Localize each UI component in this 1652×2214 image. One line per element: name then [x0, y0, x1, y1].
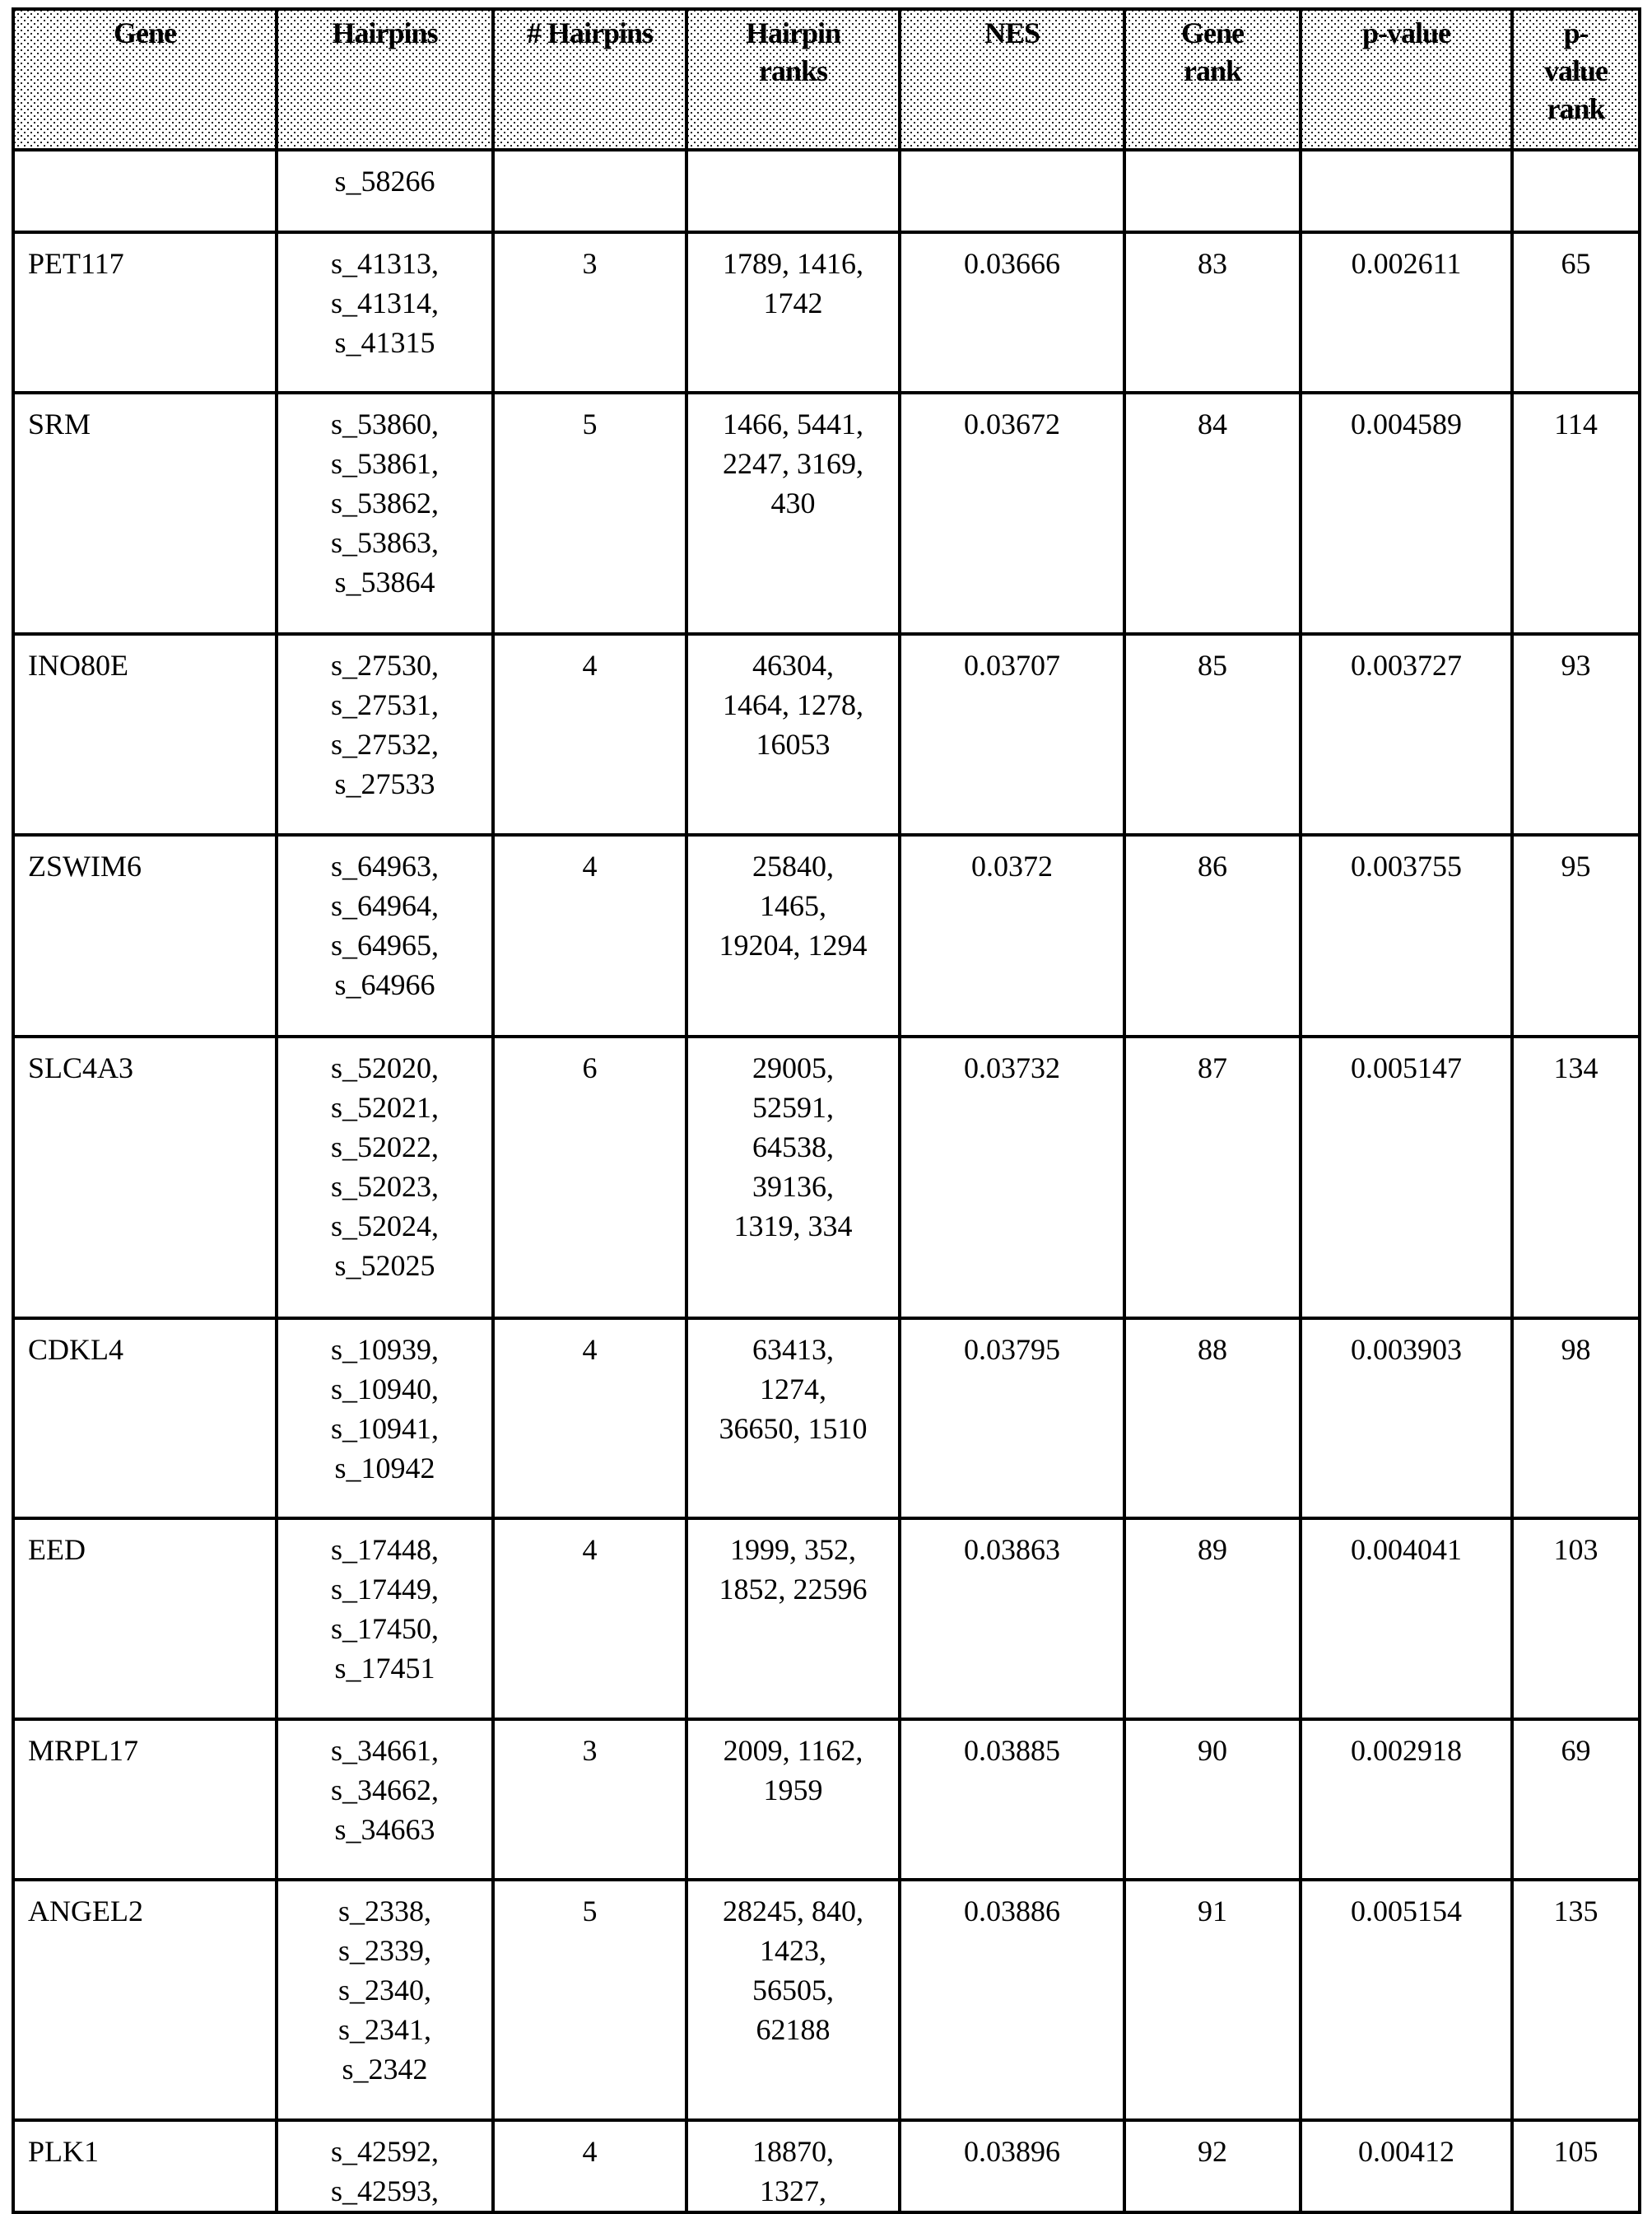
- hairpins-cell: [277, 1719, 493, 1880]
- num-hairpins-cell: 3: [493, 1719, 686, 1880]
- hairpin-ranks-cell-line: 2247, 3169,: [723, 447, 863, 480]
- nes-cell: [900, 150, 1124, 232]
- hairpins-cell: [277, 150, 493, 232]
- hairpin-ranks-cell-line: 56505,: [752, 1974, 834, 2007]
- header-gene-rank: [1124, 9, 1301, 150]
- hairpin-ranks-cell: [686, 1719, 900, 1880]
- hairpins-cell-line: s_2340,: [337, 1974, 431, 2007]
- hairpins-cell: [277, 393, 493, 634]
- hairpin-ranks-cell-line: 16053: [756, 728, 831, 761]
- gene-cell: SRM: [13, 393, 277, 634]
- gene-rank-cell: 89: [1124, 1518, 1301, 1719]
- hairpin-ranks-cell-line: 28245, 840,: [723, 1895, 863, 1927]
- hairpins-cell-line: s_53863,: [330, 526, 439, 559]
- hairpin-ranks-cell-line: 1852, 22596: [719, 1573, 868, 1606]
- hairpin-ranks-cell-line: 29005,: [752, 1051, 834, 1084]
- gene-cell: ANGEL2: [13, 1880, 277, 2120]
- p-value-cell: 0.004041: [1301, 1518, 1512, 1719]
- hairpins-cell-line: s_64966: [334, 968, 435, 1001]
- hairpins-cell-line: s_2341,: [337, 2013, 431, 2046]
- p-value-cell: 0.004589: [1301, 393, 1512, 634]
- gene-cell: ZSWIM6: [13, 835, 277, 1037]
- p-value-cell: 0.003755: [1301, 835, 1512, 1037]
- gene-rank-cell: 88: [1124, 1318, 1301, 1518]
- hairpin-ranks-cell: [686, 2120, 900, 2212]
- hairpin-ranks-cell-line: 63413,: [752, 1333, 834, 1366]
- hairpins-cell-line: s_52023,: [330, 1170, 439, 1203]
- hairpin-ranks-cell: [686, 1318, 900, 1518]
- hairpins-cell-line: s_34662,: [330, 1774, 439, 1806]
- table-body: [13, 150, 1640, 2212]
- gene-cell: PET117: [13, 232, 277, 393]
- gene-cell: EED: [13, 1518, 277, 1719]
- header-hairpins: [277, 9, 493, 150]
- hairpins-cell: [277, 634, 493, 835]
- hairpins-cell-line: s_53864: [334, 566, 435, 599]
- hairpins-cell-line: s_34663: [334, 1813, 435, 1846]
- hairpins-cell-line: s_41314,: [330, 287, 439, 319]
- p-value-cell: 0.003727: [1301, 634, 1512, 835]
- header-gene: [13, 9, 277, 150]
- header-label-line: rank: [1547, 92, 1605, 125]
- hairpin-ranks-cell-line: 1959: [763, 1774, 823, 1806]
- hairpins-cell-line: s_10940,: [330, 1373, 439, 1405]
- table-row: [13, 1318, 1640, 1518]
- gene-cell: MRPL17: [13, 1719, 277, 1880]
- hairpin-ranks-cell-line: 39136,: [752, 1170, 834, 1203]
- table-row: [13, 634, 1640, 835]
- hairpin-ranks-cell: [686, 150, 900, 232]
- hairpin-ranks-cell: [686, 835, 900, 1037]
- header-label-line: NES: [984, 16, 1040, 49]
- header-label-line: p-value: [1361, 16, 1450, 49]
- hairpin-ranks-cell: [686, 232, 900, 393]
- hairpins-cell-line: s_41315: [334, 326, 435, 359]
- num-hairpins-cell: 4: [493, 835, 686, 1037]
- p-value-cell: 0.002611: [1301, 232, 1512, 393]
- hairpin-ranks-cell-line: 46304,: [752, 649, 834, 682]
- header-label-line: value: [1543, 54, 1608, 87]
- p-value-rank-cell: [1512, 150, 1640, 232]
- hairpins-cell-line: s_2338,: [337, 1895, 431, 1927]
- hairpin-ranks-cell: [686, 393, 900, 634]
- hairpins-cell-line: s_27532,: [330, 728, 439, 761]
- hairpins-cell-line: s_53861,: [330, 447, 439, 480]
- hairpin-ranks-cell: [686, 634, 900, 835]
- hairpins-cell-line: s_58266: [334, 165, 435, 198]
- hairpins-cell-line: s_64963,: [330, 850, 439, 883]
- hairpins-cell-line: s_42592,: [330, 2135, 439, 2168]
- table-row: [13, 2120, 1640, 2212]
- table-row: [13, 150, 1640, 232]
- gene-rank-cell: 91: [1124, 1880, 1301, 2120]
- hairpin-ranks-cell-line: 25840,: [752, 850, 834, 883]
- table-row: [13, 1037, 1640, 1318]
- hairpins-cell-line: s_10941,: [330, 1412, 439, 1445]
- gene-cell: PLK1: [13, 2120, 277, 2212]
- p-value-cell: 0.00412: [1301, 2120, 1512, 2212]
- nes-cell: 0.03885: [900, 1719, 1124, 1880]
- hairpins-cell-line: s_10939,: [330, 1333, 439, 1366]
- nes-cell: 0.0372: [900, 835, 1124, 1037]
- gene-rank-cell: 92: [1124, 2120, 1301, 2212]
- hairpin-ranks-cell-line: 1464, 1278,: [723, 688, 863, 721]
- gene-rank-cell: [1124, 150, 1301, 232]
- p-value-cell: 0.005154: [1301, 1880, 1512, 2120]
- p-value-rank-cell: 135: [1512, 1880, 1640, 2120]
- hairpin-ranks-cell-line: 430: [770, 487, 816, 520]
- hairpin-ranks-cell: [686, 1880, 900, 2120]
- p-value-cell: 0.002918: [1301, 1719, 1512, 1880]
- gene-cell: SLC4A3: [13, 1037, 277, 1318]
- table-row: [13, 393, 1640, 634]
- hairpins-cell-line: s_53860,: [330, 408, 439, 440]
- hairpin-ranks-cell-line: 1465,: [760, 889, 826, 922]
- gene-cell: INO80E: [13, 634, 277, 835]
- header-row: [13, 9, 1640, 150]
- p-value-rank-cell: 95: [1512, 835, 1640, 1037]
- p-value-cell: 0.005147: [1301, 1037, 1512, 1318]
- nes-cell: 0.03795: [900, 1318, 1124, 1518]
- header-label-line: Hairpins: [332, 16, 438, 49]
- hairpins-cell: [277, 1880, 493, 2120]
- table-row: [13, 1518, 1640, 1719]
- hairpin-ranks-cell-line: 1327,: [760, 2174, 826, 2207]
- header-p-value: [1301, 9, 1512, 150]
- nes-cell: 0.03886: [900, 1880, 1124, 2120]
- header-nes: [900, 9, 1124, 150]
- p-value-cell: [1301, 150, 1512, 232]
- header-label-line: Gene: [1181, 16, 1244, 49]
- hairpins-cell-line: s_2339,: [337, 1934, 431, 1967]
- hairpins-cell: [277, 2120, 493, 2212]
- hairpins-cell: [277, 232, 493, 393]
- hairpins-cell-line: s_52022,: [330, 1130, 439, 1163]
- gene-rank-cell: 87: [1124, 1037, 1301, 1318]
- header-label-line: rank: [1183, 54, 1242, 87]
- header-label-line: ranks: [758, 54, 828, 87]
- hairpin-ranks-cell-line: 1466, 5441,: [723, 408, 863, 440]
- header-label-line: # Hairpins: [526, 16, 654, 49]
- table-header: [13, 9, 1640, 150]
- num-hairpins-cell: 4: [493, 1318, 686, 1518]
- gene-hairpin-table: [12, 7, 1641, 2214]
- p-value-rank-cell: 93: [1512, 634, 1640, 835]
- hairpins-cell-line: s_42593,: [330, 2174, 439, 2207]
- hairpins-cell-line: s_27530,: [330, 649, 439, 682]
- p-value-cell: 0.003903: [1301, 1318, 1512, 1518]
- header-label-line: p-: [1563, 16, 1589, 49]
- hairpin-ranks-cell-line: 18870,: [752, 2135, 834, 2168]
- p-value-rank-cell: 134: [1512, 1037, 1640, 1318]
- p-value-rank-cell: 69: [1512, 1719, 1640, 1880]
- hairpins-cell-line: s_27533: [334, 767, 435, 800]
- nes-cell: 0.03672: [900, 393, 1124, 634]
- hairpin-ranks-cell-line: 1789, 1416,: [723, 247, 863, 280]
- hairpins-cell: [277, 835, 493, 1037]
- hairpin-ranks-cell-line: 1999, 352,: [730, 1533, 856, 1566]
- header-hairpin-ranks: [686, 9, 900, 150]
- hairpins-cell-line: s_52020,: [330, 1051, 439, 1084]
- hairpins-cell: [277, 1037, 493, 1318]
- gene-rank-cell: 86: [1124, 835, 1301, 1037]
- table-row: [13, 1880, 1640, 2120]
- p-value-rank-cell: 98: [1512, 1318, 1640, 1518]
- num-hairpins-cell: 5: [493, 393, 686, 634]
- hairpins-cell-line: s_53862,: [330, 487, 439, 520]
- nes-cell: 0.03732: [900, 1037, 1124, 1318]
- gene-rank-cell: 90: [1124, 1719, 1301, 1880]
- hairpin-ranks-cell: [686, 1037, 900, 1318]
- hairpins-cell-line: s_64965,: [330, 929, 439, 962]
- num-hairpins-cell: [493, 150, 686, 232]
- nes-cell: 0.03896: [900, 2120, 1124, 2212]
- p-value-rank-cell: 65: [1512, 232, 1640, 393]
- hairpins-cell-line: s_64964,: [330, 889, 439, 922]
- num-hairpins-cell: 4: [493, 634, 686, 835]
- gene-rank-cell: 85: [1124, 634, 1301, 835]
- header-label-line: Gene: [114, 16, 176, 49]
- hairpins-cell: [277, 1518, 493, 1719]
- hairpin-ranks-cell-line: 19204, 1294: [719, 929, 868, 962]
- p-value-rank-cell: 103: [1512, 1518, 1640, 1719]
- nes-cell: 0.03707: [900, 634, 1124, 835]
- table-row: [13, 232, 1640, 393]
- table-row: [13, 835, 1640, 1037]
- header-label-line: Hairpin: [745, 16, 841, 49]
- gene-cell: [13, 150, 277, 232]
- hairpin-ranks-cell-line: 1423,: [760, 1934, 826, 1967]
- nes-cell: 0.03666: [900, 232, 1124, 393]
- hairpin-ranks-cell-line: 64538,: [752, 1130, 834, 1163]
- hairpin-ranks-cell-line: 1742: [763, 287, 823, 319]
- gene-rank-cell: 84: [1124, 393, 1301, 634]
- hairpin-ranks-cell-line: 52591,: [752, 1091, 834, 1124]
- hairpins-cell-line: s_17448,: [330, 1533, 439, 1566]
- header-num-hairpins: [493, 9, 686, 150]
- num-hairpins-cell: 6: [493, 1037, 686, 1318]
- table-row: [13, 1719, 1640, 1880]
- header-p-value-rank: [1512, 9, 1640, 150]
- hairpin-ranks-cell: [686, 1518, 900, 1719]
- hairpin-ranks-cell-line: 2009, 1162,: [723, 1734, 863, 1767]
- hairpins-cell-line: s_27531,: [330, 688, 439, 721]
- hairpin-ranks-cell-line: 36650, 1510: [719, 1412, 868, 1445]
- hairpins-cell: [277, 1318, 493, 1518]
- gene-rank-cell: 83: [1124, 232, 1301, 393]
- num-hairpins-cell: 3: [493, 232, 686, 393]
- hairpins-cell-line: s_34661,: [330, 1734, 439, 1767]
- hairpins-cell-line: s_2342: [342, 2053, 428, 2086]
- gene-cell: CDKL4: [13, 1318, 277, 1518]
- p-value-rank-cell: 105: [1512, 2120, 1640, 2212]
- hairpins-cell-line: s_52024,: [330, 1210, 439, 1242]
- hairpins-cell-line: s_17451: [334, 1652, 435, 1685]
- hairpin-ranks-cell-line: 62188: [756, 2013, 831, 2046]
- hairpins-cell-line: s_52021,: [330, 1091, 439, 1124]
- hairpins-cell-line: s_17449,: [330, 1573, 439, 1606]
- hairpin-ranks-cell-line: 1274,: [760, 1373, 826, 1405]
- hairpin-ranks-cell-line: 1319, 334: [733, 1210, 853, 1242]
- num-hairpins-cell: 4: [493, 2120, 686, 2212]
- hairpins-cell-line: s_52025: [334, 1249, 435, 1282]
- hairpins-cell-line: s_10942: [334, 1452, 435, 1485]
- hairpins-cell-line: s_17450,: [330, 1612, 439, 1645]
- hairpins-cell-line: s_41313,: [330, 247, 439, 280]
- p-value-rank-cell: 114: [1512, 393, 1640, 634]
- num-hairpins-cell: 4: [493, 1518, 686, 1719]
- nes-cell: 0.03863: [900, 1518, 1124, 1719]
- num-hairpins-cell: 5: [493, 1880, 686, 2120]
